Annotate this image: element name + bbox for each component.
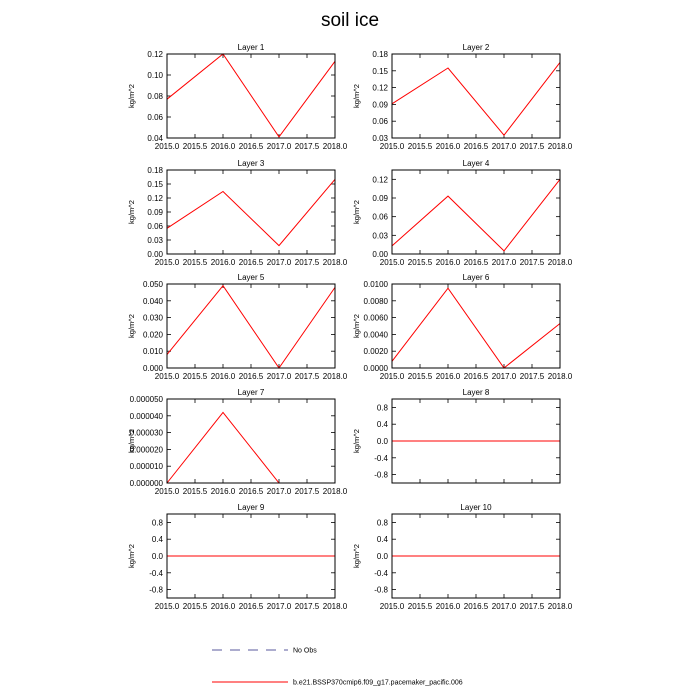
y-axis-label: kg/m^2 — [352, 314, 361, 338]
panel-title: Layer 4 — [462, 159, 490, 168]
y-tick-label: 0.15 — [147, 180, 163, 189]
x-tick-label: 2016.5 — [463, 142, 489, 151]
x-tick-label: 2016.0 — [210, 487, 236, 496]
y-tick-label: 0.00 — [147, 250, 163, 259]
y-axis-label: kg/m^2 — [352, 429, 361, 453]
y-tick-label: 0.020 — [142, 330, 163, 340]
x-tick-label: 2015.0 — [154, 142, 180, 151]
y-tick-label: 0.000050 — [129, 395, 163, 404]
x-tick-label: 2016.0 — [210, 372, 236, 381]
series-line — [167, 179, 335, 245]
y-tick-label: 0.09 — [372, 100, 388, 110]
y-tick-label: 0.00 — [372, 250, 388, 259]
y-tick-label: 0.000040 — [129, 411, 163, 421]
x-tick-label: 2017.5 — [519, 602, 545, 611]
y-tick-label: 0.0 — [376, 437, 388, 446]
y-tick-label: 0.09 — [147, 208, 163, 217]
y-tick-label: 0.000010 — [129, 462, 163, 472]
x-tick-label: 2017.0 — [266, 487, 292, 496]
panel-title: Layer 6 — [462, 273, 490, 282]
x-tick-label: 2017.0 — [491, 258, 517, 267]
y-axis-label: kg/m^2 — [352, 84, 361, 108]
y-axis-label: kg/m^2 — [352, 200, 361, 224]
x-tick-label: 2016.0 — [435, 258, 461, 267]
y-axis-label: kg/m^2 — [127, 84, 136, 108]
y-tick-label: 0.04 — [147, 134, 163, 143]
panel-layer-3 — [127, 159, 348, 267]
x-tick-label: 2016.5 — [238, 372, 264, 381]
panel-title: Layer 8 — [462, 388, 490, 397]
y-tick-label: 0.0000 — [363, 364, 388, 373]
series-line — [167, 286, 335, 368]
series-line — [392, 62, 560, 135]
y-tick-label: 0.0040 — [363, 330, 388, 340]
x-tick-label: 2016.5 — [238, 142, 264, 151]
x-tick-label: 2016.0 — [435, 602, 461, 611]
x-tick-label: 2017.0 — [266, 602, 292, 611]
x-tick-label: 2018.0 — [322, 372, 348, 381]
x-tick-label: 2015.5 — [182, 372, 208, 381]
y-tick-label: 0.18 — [372, 50, 388, 59]
x-tick-label: 2017.5 — [294, 372, 320, 381]
x-tick-label: 2016.5 — [238, 602, 264, 611]
series-line — [392, 288, 560, 368]
x-tick-label: 2016.0 — [435, 142, 461, 151]
panel-layer-8 — [352, 388, 560, 483]
panel-layer-2 — [352, 43, 573, 151]
x-tick-label: 2015.0 — [154, 487, 180, 496]
y-axis-label: kg/m^2 — [352, 544, 361, 568]
y-tick-label: 0.0 — [376, 552, 388, 561]
x-tick-label: 2018.0 — [547, 372, 573, 381]
y-tick-label: 0.12 — [372, 175, 388, 185]
x-tick-label: 2015.0 — [154, 602, 180, 611]
y-tick-label: 0.09 — [372, 194, 388, 203]
x-tick-label: 2017.0 — [266, 372, 292, 381]
figure-title: soil ice — [320, 10, 380, 31]
y-tick-label: 0.4 — [376, 420, 388, 430]
y-tick-label: 0.0 — [151, 552, 163, 561]
y-tick-label: 0.8 — [376, 518, 388, 528]
y-tick-label: 0.03 — [372, 134, 388, 143]
y-tick-label: 0.050 — [142, 280, 163, 289]
panel-title: Layer 2 — [462, 43, 490, 52]
y-tick-label: -0.4 — [374, 453, 388, 463]
y-axis-label: kg/m^2 — [127, 544, 136, 568]
y-tick-label: 0.12 — [147, 194, 163, 203]
y-tick-label: 0.000000 — [129, 479, 163, 488]
x-tick-label: 2017.5 — [294, 142, 320, 151]
plot-frame — [167, 399, 335, 483]
x-tick-label: 2015.5 — [182, 487, 208, 496]
x-tick-label: 2017.5 — [519, 142, 545, 151]
y-tick-label: 0.8 — [151, 518, 163, 528]
x-tick-label: 2016.5 — [463, 602, 489, 611]
x-tick-label: 2016.0 — [210, 602, 236, 611]
panel-layer-5 — [127, 273, 348, 381]
panel-title: Layer 7 — [237, 388, 265, 397]
x-tick-label: 2017.5 — [519, 372, 545, 381]
y-tick-label: 0.03 — [372, 231, 388, 241]
y-tick-label: 0.0080 — [363, 296, 388, 306]
plot-frame — [392, 54, 560, 138]
x-tick-label: 2015.5 — [182, 142, 208, 151]
y-tick-label: 0.12 — [147, 50, 163, 59]
y-tick-label: 0.030 — [142, 313, 163, 323]
y-tick-label: 0.4 — [151, 535, 163, 545]
x-tick-label: 2018.0 — [322, 487, 348, 496]
y-tick-label: 0.0100 — [363, 280, 388, 289]
x-tick-label: 2018.0 — [547, 258, 573, 267]
panel-layer-9 — [127, 503, 348, 611]
y-tick-label: 0.15 — [372, 66, 388, 76]
panel-title: Layer 1 — [237, 43, 265, 52]
y-tick-label: 0.010 — [142, 347, 163, 357]
plot-frame — [392, 284, 560, 368]
x-tick-label: 2016.0 — [210, 258, 236, 267]
x-tick-label: 2015.5 — [182, 602, 208, 611]
x-tick-label: 2018.0 — [322, 602, 348, 611]
y-tick-label: 0.000020 — [129, 445, 163, 455]
series-line — [167, 412, 335, 483]
x-tick-label: 2017.5 — [519, 258, 545, 267]
panel-layer-4 — [352, 159, 573, 267]
x-tick-label: 2016.5 — [463, 372, 489, 381]
x-tick-label: 2015.0 — [379, 602, 405, 611]
y-axis-label: kg/m^2 — [127, 200, 136, 224]
y-tick-label: 0.03 — [147, 236, 163, 245]
x-tick-label: 2017.0 — [266, 258, 292, 267]
legend-model-label: b.e21.BSSP370cmip6.f09_g17.pacemaker_pacific.006 — [293, 679, 463, 687]
x-tick-label: 2015.5 — [407, 372, 433, 381]
y-tick-label: -0.4 — [149, 568, 163, 578]
x-tick-label: 2015.0 — [379, 142, 405, 151]
series-line — [167, 54, 335, 137]
y-tick-label: 0.0060 — [363, 313, 388, 323]
panel-title: Layer 9 — [237, 503, 265, 512]
y-axis-label: kg/m^2 — [127, 429, 136, 453]
x-tick-label: 2018.0 — [322, 142, 348, 151]
x-tick-label: 2015.0 — [379, 258, 405, 267]
x-tick-label: 2015.5 — [182, 258, 208, 267]
y-axis-label: kg/m^2 — [127, 314, 136, 338]
y-tick-label: -0.4 — [374, 568, 388, 578]
x-tick-label: 2016.5 — [463, 258, 489, 267]
y-tick-label: -0.8 — [374, 470, 388, 480]
x-tick-label: 2015.5 — [407, 258, 433, 267]
x-tick-label: 2017.0 — [266, 142, 292, 151]
x-tick-label: 2016.5 — [238, 258, 264, 267]
y-tick-label: 0.000 — [142, 364, 163, 373]
x-tick-label: 2018.0 — [322, 258, 348, 267]
series-line — [392, 179, 560, 251]
y-tick-label: 0.06 — [372, 212, 388, 222]
y-tick-label: 0.040 — [142, 296, 163, 306]
y-tick-label: 0.000030 — [129, 428, 163, 438]
x-tick-label: 2015.5 — [407, 142, 433, 151]
y-tick-label: 0.18 — [147, 166, 163, 175]
panel-layer-7 — [127, 388, 348, 496]
y-tick-label: 0.06 — [147, 222, 163, 231]
panel-title: Layer 10 — [460, 503, 492, 512]
y-tick-label: 0.4 — [376, 535, 388, 545]
panel-layer-6 — [352, 273, 573, 381]
panel-title: Layer 5 — [237, 273, 265, 282]
y-tick-label: 0.06 — [372, 117, 388, 127]
x-tick-label: 2017.5 — [294, 258, 320, 267]
y-tick-label: 0.08 — [147, 92, 163, 101]
x-tick-label: 2015.0 — [154, 372, 180, 381]
y-tick-label: -0.8 — [149, 585, 163, 595]
x-tick-label: 2016.5 — [238, 487, 264, 496]
x-tick-label: 2015.0 — [379, 372, 405, 381]
y-tick-label: 0.12 — [372, 83, 388, 93]
y-tick-label: 0.10 — [147, 71, 163, 80]
y-tick-label: 0.06 — [147, 113, 163, 122]
x-tick-label: 2016.0 — [435, 372, 461, 381]
x-tick-label: 2017.5 — [294, 487, 320, 496]
x-tick-label: 2017.0 — [491, 602, 517, 611]
x-tick-label: 2017.5 — [294, 602, 320, 611]
x-tick-label: 2015.0 — [154, 258, 180, 267]
y-tick-label: -0.8 — [374, 585, 388, 595]
legend-obs-label: No Obs — [293, 647, 317, 655]
panel-layer-1 — [127, 43, 348, 151]
x-tick-label: 2018.0 — [547, 602, 573, 611]
x-tick-label: 2016.0 — [210, 142, 236, 151]
panel-layer-10 — [352, 503, 573, 611]
y-tick-label: 0.0020 — [363, 347, 388, 357]
x-tick-label: 2018.0 — [547, 142, 573, 151]
panel-title: Layer 3 — [237, 159, 265, 168]
x-tick-label: 2017.0 — [491, 142, 517, 151]
x-tick-label: 2017.0 — [491, 372, 517, 381]
x-tick-label: 2015.5 — [407, 602, 433, 611]
y-tick-label: 0.8 — [376, 403, 388, 413]
